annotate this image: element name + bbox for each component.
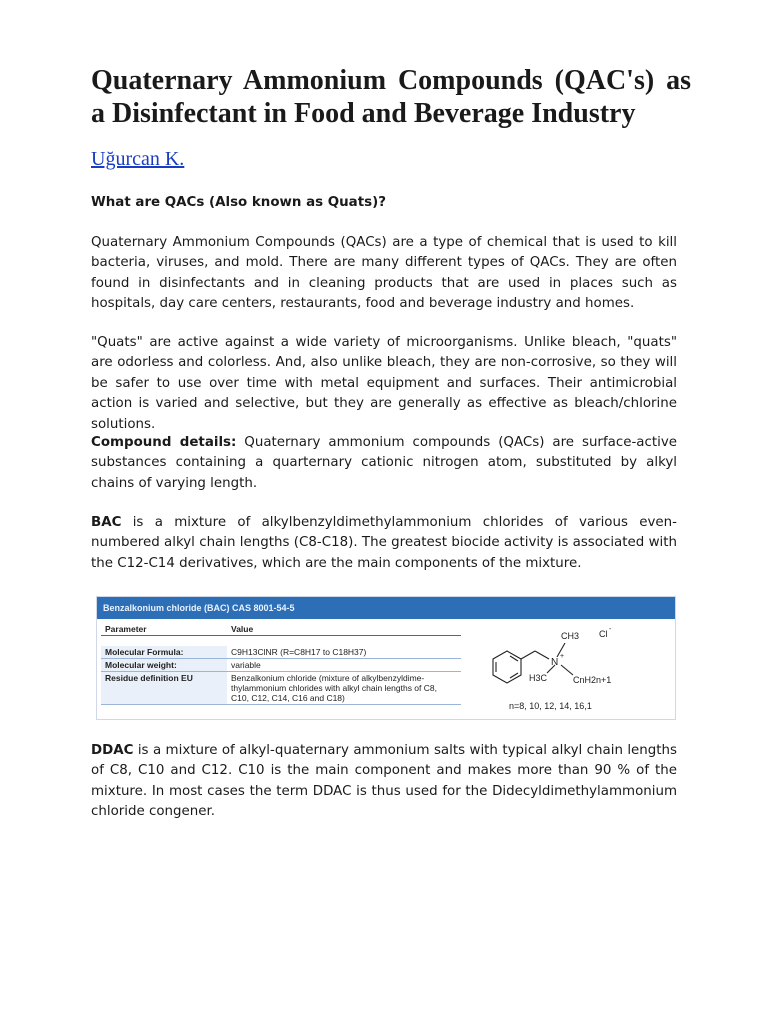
row-param: Molecular weight: — [101, 659, 227, 672]
row-param: Molecular Formula: — [101, 646, 227, 659]
nitrogen-plus: + — [560, 653, 565, 660]
bac-figure — [96, 596, 676, 720]
ddac-label: DDAC — [91, 743, 134, 758]
paragraph-ddac — [91, 741, 677, 823]
row-value: Benzalkonium chloride (mixture of alkylbenzyldime-thylammonium chlorides with alkyl chain lengths of C8, C10, C12, C14, C16 and C18) — [227, 672, 461, 705]
paragraph-compound-details — [91, 433, 677, 494]
ddac-text: is a mixture of alkyl-quaternary ammonium salts with typical alkyl chain lengths of C8, C10 and C12. C10 is the main component and makes more than 90 % of the mixture. In most cases the term DDAC is thus used for the Didecyldimethylammonium chloride congener. — [91, 743, 677, 820]
row-value: variable — [227, 659, 461, 672]
col-value: Value — [227, 623, 461, 636]
h3c-label: H3C — [529, 673, 548, 683]
document-title: Quaternary Ammonium Compounds (QAC's) as a Disinfectant in Food and Beverage Industry — [91, 65, 691, 129]
paragraph-intro: Quaternary Ammonium Compounds (QACs) are a type of chemical that is used to kill bacteria, viruses, and mold. There are many different types of QACs. They are often found in disinfectants and in cleaning products that are used in places such as hospitals, day care centers, restaurants, food and beverage industry and homes. — [91, 235, 677, 312]
bac-structure-diagram — [469, 621, 669, 717]
figure-header: Benzalkonium chloride (BAC) CAS 8001-54-5 — [97, 597, 675, 619]
section-question: What are QACs (Also known as Quats)? — [91, 195, 386, 210]
bac-text: is a mixture of alkylbenzyldimethylammonium chlorides of various even-numbered alkyl chain lengths (C8-C18). The greatest biocide activity is associated with the C12-C14 derivatives, which are the main components of the mixture. — [91, 515, 677, 571]
col-parameter: Parameter — [101, 623, 227, 636]
table-row — [101, 646, 461, 659]
alkyl-chain-label: CnH2n+1 — [573, 675, 612, 685]
compound-details-label: Compound details: — [91, 435, 237, 450]
author-link[interactable]: Uğurcan K. — [91, 148, 185, 170]
nitrogen-label: N — [551, 657, 559, 668]
chloride-label: Cl — [599, 629, 608, 639]
bac-label: BAC — [91, 515, 122, 530]
table-row — [101, 659, 461, 672]
n-values-label: n=8, 10, 12, 14, 16,1 — [509, 701, 592, 711]
row-value: C9H13ClNR (R=C8H17 to C18H37) — [227, 646, 461, 659]
figure-table — [101, 623, 461, 705]
row-param: Residue definition EU — [101, 672, 227, 705]
table-header-row — [101, 623, 461, 636]
table-row — [101, 672, 461, 705]
paragraph-bac — [91, 513, 677, 574]
paragraph-quats: "Quats" are active against a wide variety of microorganisms. Unlike bleach, "quats" are odorless and colorless. And, also unlike bleach, they are non-corrosive, so they will be safer to use over time with metal equipment and surfaces. Their antimicrobial action is varied and selective, but they are generally as effective as bleach/chlorine solutions. — [91, 335, 677, 432]
chloride-minus: - — [609, 626, 612, 633]
compound-details-text: Quaternary ammonium compounds (QACs) are surface-active substances containing a quarternary cationic nitrogen atom, substituted by alkyl chains of varying length. — [91, 435, 677, 491]
ch3-top-label: CH3 — [561, 631, 580, 641]
